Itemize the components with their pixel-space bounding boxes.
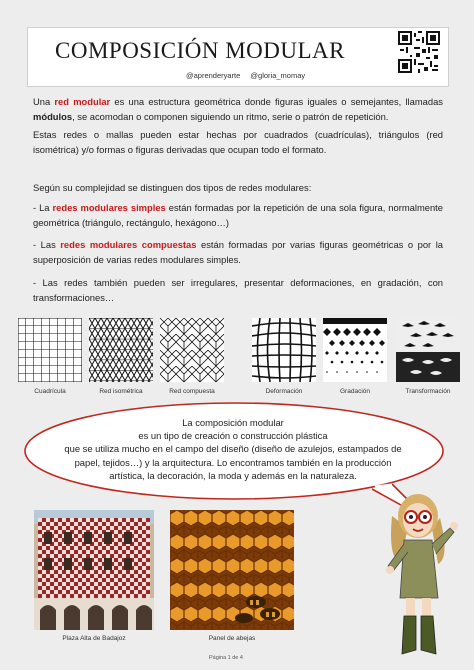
paragraph-mallas: Estas redes o mallas pueden estar hechas por cuadrados (cuadrículas), triángulos (red isométrica) y/o formas o figuras derivadas que ocupan todo el formato. [33,129,443,155]
bubble-line: que se utiliza mucho en el campo del diseño (diseño de azulejos, estampados de [64,443,402,455]
panel-abejas-photo [170,510,294,630]
caption-deformacion: Deformación [265,388,303,395]
bubble-line: es un tipo de creación o construcción plástica [138,430,328,442]
bubble-line: artística, la decoración, la moda y además en la naturaleza. [109,469,357,481]
plaza-alta-photo [34,510,154,630]
term-redes-simples: redes modulares simples [52,202,166,213]
handle-aprenderyarte: @aprenderyarte [186,71,241,80]
caption-red-isometrica: Red isométrica [99,388,143,395]
text-span: Una [33,96,55,107]
text-span: es una estructura geométrica donde figuras iguales o semejantes, llamadas [110,96,443,107]
text-span: , se acomodan o componen siguiendo un ritmo, serie o patrón de repetición. [72,110,389,122]
handle-gloria-momay: @gloria_momay [250,71,306,80]
bubble-text [58,416,408,482]
paragraph-tipos: Según su complejidad se distinguen dos tipos de redes modulares: [33,182,312,193]
caption-cuadricula: Cuadrícula [34,388,66,395]
text-span: están formadas por varias figuras geométricas o por la superposición de varias redes modulares simples. [33,239,443,265]
paragraph-irregulares: - Las redes también pueden ser irregulares, presentar deformaciones, en gradación, con transformaciones… [33,277,443,303]
caption-panel-abejas: Panel de abejas [208,635,256,642]
page-title: COMPOSICIÓN MODULAR [55,38,346,63]
text-span: están formadas por la repetición de una sola figura, normalmente geométrica (triángulo, rectángulo, hexágono…) [33,202,444,228]
caption-gradacion: Gradación [340,388,370,395]
girl-illustration [380,488,462,660]
term-red-modular: red modular [54,96,111,107]
caption-red-compuesta: Red compuesta [169,388,215,395]
term-redes-compuestas: redes modulares compuestas [60,239,197,250]
caption-transformacion: Transformación [405,388,451,395]
text-span: - La [33,202,53,213]
bubble-line: La composición modular [182,417,284,428]
term-modulos: módulos [33,110,73,122]
page-number: Página 1 de 4 [209,655,243,661]
caption-plaza-alta: Plaza Alta de Badajoz [62,635,126,642]
bubble-line: papel, tejidos…) y la arquitectura. Lo encontramos también en la producción [74,456,392,468]
text-span: - Las [33,239,61,250]
